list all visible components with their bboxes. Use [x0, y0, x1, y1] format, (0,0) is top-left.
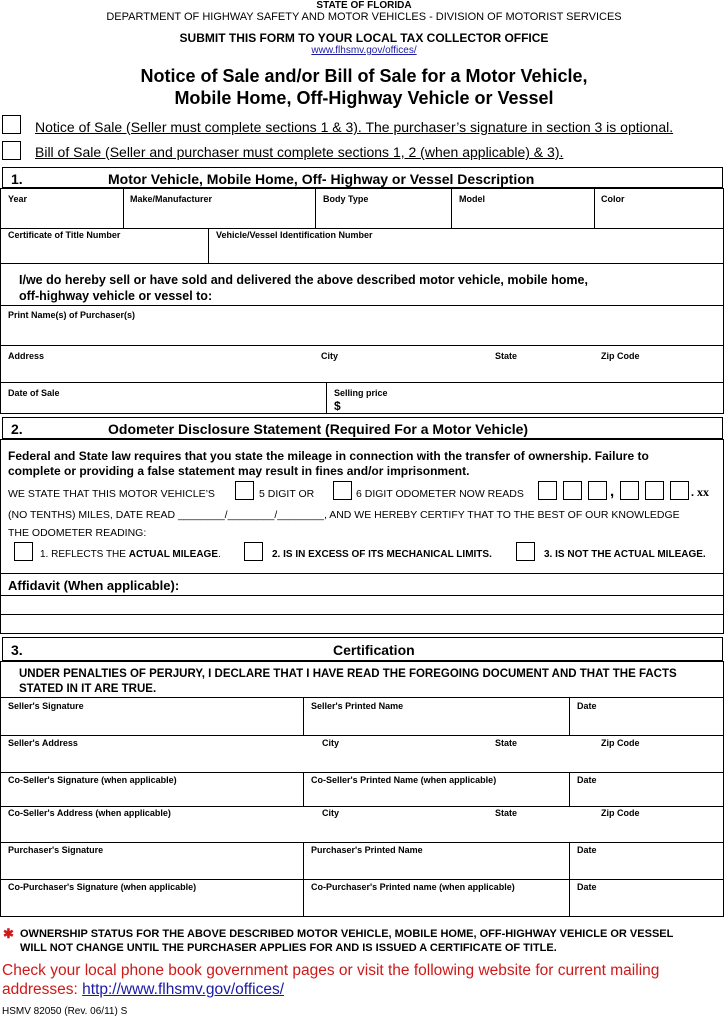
odometer-reading-line: THE ODOMETER READING: [8, 527, 147, 539]
not-actual-mileage-checkbox[interactable] [516, 542, 535, 561]
notice-of-sale-checkbox[interactable] [2, 115, 21, 134]
ownership-notice-line1: OWNERSHIP STATUS FOR THE ABOVE DESCRIBED MOTOR VEHICLE, MOBILE HOME, OFF-HIGHWAY VEHICLE OR VESSEL [20, 928, 674, 940]
odometer-we-state: WE STATE THAT THIS MOTOR VEHICLE’S [8, 488, 215, 500]
coseller-city-label: City [322, 808, 340, 818]
address-field-label: Address [8, 351, 45, 361]
odometer-comma: , [610, 483, 615, 500]
section1-header [2, 167, 723, 188]
color-field-label: Color [601, 194, 625, 204]
six-digit-checkbox[interactable] [333, 481, 352, 500]
section3-title: Certification [333, 642, 415, 658]
seller-printed-name-label: Seller's Printed Name [311, 701, 404, 711]
check-notice-line2: addresses: http://www.flhsmv.gov/offices/ [2, 981, 285, 998]
header-offices-link[interactable]: www.flhsmv.gov/offices/ [311, 45, 417, 56]
copurchaser-signature-label: Co-Purchaser's Signature (when applicable) [8, 882, 197, 892]
zip-field-label: Zip Code [601, 351, 640, 361]
date-of-sale-field-label: Date of Sale [8, 388, 60, 398]
six-digit-label: 6 DIGIT ODOMETER NOW READS [356, 488, 524, 500]
model-field-label: Model [459, 194, 485, 204]
section2-header [2, 417, 723, 439]
coseller-zip-label: Zip Code [601, 808, 640, 818]
odometer-digit-5[interactable] [645, 481, 664, 500]
perjury-line1: UNDER PENALTIES OF PERJURY, I DECLARE THAT I HAVE READ THE FOREGOING DOCUMENT AND THAT THE FACTS [19, 668, 677, 680]
form-title-line1: Notice of Sale and/or Bill of Sale for a Motor Vehicle, [140, 66, 588, 86]
make-field-label: Make/Manufacturer [130, 194, 213, 204]
seller-date-label: Date [577, 701, 597, 711]
excess-mileage-checkbox[interactable] [244, 542, 263, 561]
law-statement-line1: Federal and State law requires that you state the mileage in connection with the transfer of ownership. Failure to [8, 449, 649, 463]
odometer-digit-4[interactable] [620, 481, 639, 500]
offices-website-link[interactable]: http://www.flhsmv.gov/offices/ [82, 981, 285, 998]
not-actual-mileage-label: 3. IS NOT THE ACTUAL MILEAGE. [544, 549, 706, 560]
purchaser-name-field-label: Print Name(s) of Purchaser(s) [8, 310, 136, 320]
coseller-state-label: State [495, 808, 518, 818]
vin-field-label: Vehicle/Vessel Identification Number [216, 230, 373, 240]
sale-statement-line1: I/we do hereby sell or have sold and delivered the above described motor vehicle, mobile home, [19, 273, 588, 287]
form-number: HSMV 82050 (Rev. 06/11) S [2, 1006, 128, 1017]
sale-statement-line2: off-highway vehicle or vessel to: [19, 289, 213, 303]
odometer-digit-3[interactable] [588, 481, 607, 500]
seller-signature-label: Seller's Signature [8, 701, 84, 711]
section2-number: 2. [11, 421, 23, 437]
year-field-label: Year [8, 194, 28, 204]
coseller-signature-label: Co-Seller's Signature (when applicable) [8, 775, 177, 785]
section3-header [2, 637, 723, 661]
section3-number: 3. [11, 642, 23, 658]
seller-state-label: State [495, 738, 518, 748]
header-submit: SUBMIT THIS FORM TO YOUR LOCAL TAX COLLECTOR OFFICE [179, 31, 549, 45]
purchaser-date-label: Date [577, 845, 597, 855]
bill-of-sale-checkbox[interactable] [2, 141, 21, 160]
notice-of-sale-label: Notice of Sale (Seller must complete sections 1 & 3). The purchaser’s signature in section 3 is optional. [35, 119, 674, 135]
form-title-line2: Mobile Home, Off-Highway Vehicle or Vessel [174, 88, 554, 108]
check-notice-line1: Check your local phone book government pages or visit the following website for current mailing [2, 962, 660, 979]
odometer-miles-line: (NO TENTHS) MILES, DATE READ ________/________/________, AND WE HEREBY CERTIFY THAT TO THE BEST OF OUR KNOWLEDGE [8, 509, 680, 521]
odometer-tenths: . xx [691, 485, 709, 499]
section2-title: Odometer Disclosure Statement (Required For a Motor Vehicle) [108, 421, 529, 437]
coseller-address-label: Co-Seller's Address (when applicable) [8, 808, 171, 818]
purchaser-printed-name-label: Purchaser's Printed Name [311, 845, 423, 855]
asterisk-icon: ✱ [3, 926, 14, 941]
copurchaser-date-label: Date [577, 882, 597, 892]
header-department: DEPARTMENT OF HIGHWAY SAFETY AND MOTOR VEHICLES - DIVISION OF MOTORIST SERVICES [106, 11, 622, 23]
dollar-sign: $ [334, 399, 341, 413]
section1-number: 1. [11, 171, 23, 187]
coseller-printed-name-label: Co-Seller's Printed Name (when applicable) [311, 775, 497, 785]
city-field-label: City [321, 351, 339, 361]
odometer-digit-1[interactable] [538, 481, 557, 500]
seller-address-label: Seller's Address [8, 738, 78, 748]
bill-of-sale-label: Bill of Sale (Seller and purchaser must complete sections 1, 2 (when applicable) & 3). [35, 144, 564, 160]
section1-title: Motor Vehicle, Mobile Home, Off- Highway or Vessel Description [108, 171, 535, 187]
purchaser-signature-label: Purchaser's Signature [8, 845, 104, 855]
odometer-digit-2[interactable] [563, 481, 582, 500]
coseller-date-label: Date [577, 775, 597, 785]
five-digit-checkbox[interactable] [235, 481, 254, 500]
seller-zip-label: Zip Code [601, 738, 640, 748]
body-type-field-label: Body Type [323, 194, 369, 204]
affidavit-label: Affidavit (When applicable): [8, 578, 180, 593]
excess-mileage-label: 2. IS IN EXCESS OF ITS MECHANICAL LIMITS. [272, 549, 492, 560]
actual-mileage-checkbox[interactable] [14, 542, 33, 561]
copurchaser-printed-name-label: Co-Purchaser's Printed name (when applicable) [311, 882, 515, 892]
actual-mileage-label: 1. REFLECTS THE ACTUAL MILEAGE. [40, 549, 221, 560]
selling-price-field-label: Selling price [334, 388, 388, 398]
perjury-line2: STATED IN IT ARE TRUE. [19, 683, 157, 695]
odometer-digit-6[interactable] [670, 481, 689, 500]
five-digit-label: 5 DIGIT OR [259, 488, 315, 500]
header-state: STATE OF FLORIDA [316, 0, 412, 11]
ownership-notice-line2: WILL NOT CHANGE UNTIL THE PURCHASER APPLIES FOR AND IS ISSUED A CERTIFICATE OF TITLE. [20, 942, 557, 954]
seller-city-label: City [322, 738, 340, 748]
law-statement-line2: complete or providing a false statement may result in fines and/or imprisonment. [8, 464, 470, 478]
title-number-field-label: Certificate of Title Number [8, 230, 121, 240]
state-field-label: State [495, 351, 518, 361]
